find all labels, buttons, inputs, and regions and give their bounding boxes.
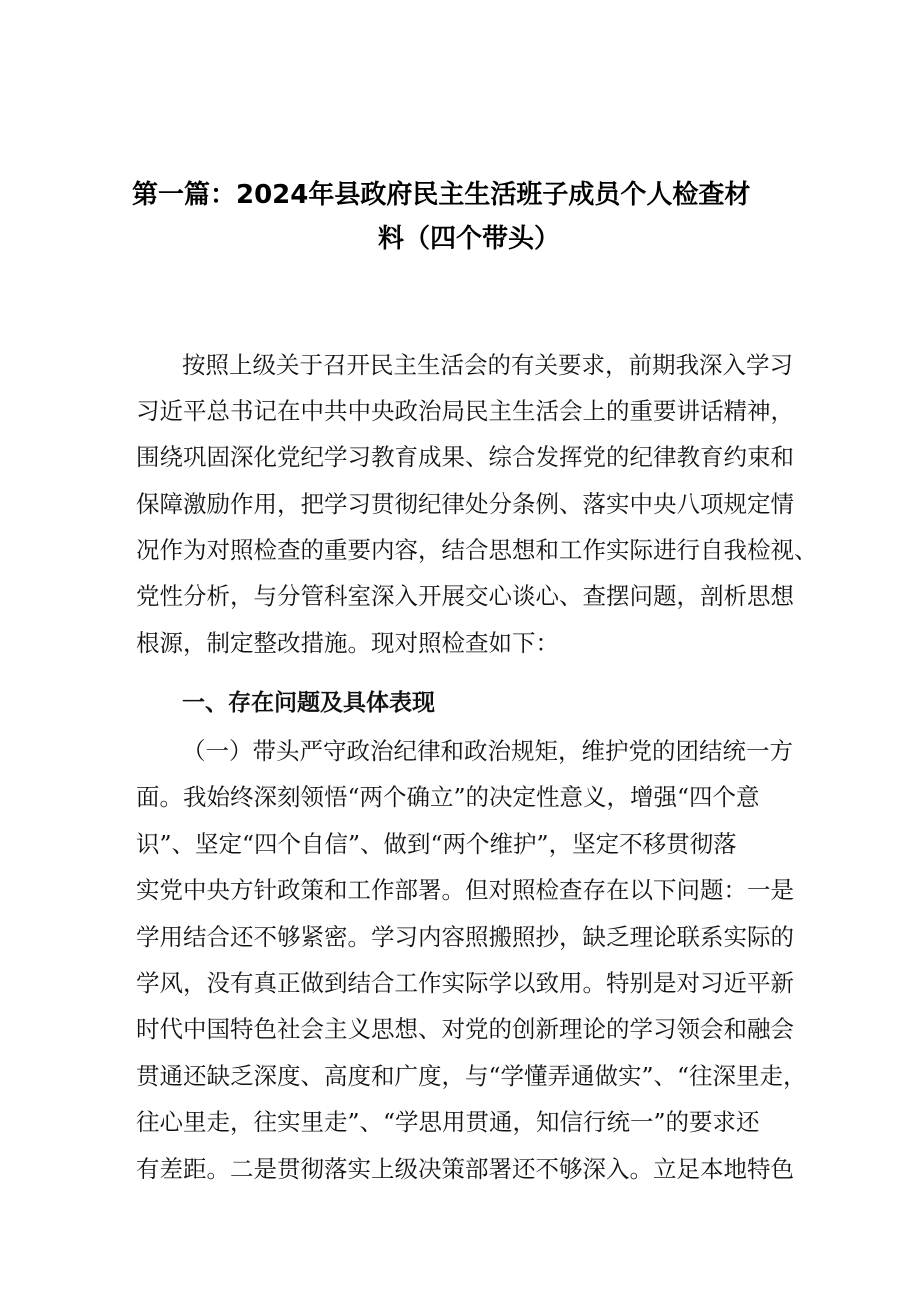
intro-paragraph-line: 按照上级关于召开民主生活会的有关要求，前期我深入学习 [182, 351, 793, 379]
intro-paragraph-line: 保障激励作用，把学习贯彻纪律处分条例、落实中央八项规定情 [136, 490, 794, 518]
document-title-line-2: 料（四个带头） [378, 224, 561, 254]
body-paragraph-line: 有差距。二是贯彻落实上级决策部署还不够深入。立足本地特色 [136, 1155, 794, 1183]
section-heading: 一、存在问题及具体表现 [182, 690, 435, 716]
body-paragraph-line: 往心里走，往实里走”、“学思用贯通，知信行统一”的要求还 [136, 1108, 760, 1136]
intro-paragraph-line: 习近平总书记在中共中央政治局民主生活会上的重要讲话精神， [136, 397, 794, 425]
intro-paragraph-line: 根源，制定整改措施。现对照检查如下： [136, 629, 559, 657]
intro-paragraph-line: 围绕巩固深化党纪学习教育成果、综合发挥党的纪律教育约束和 [136, 443, 794, 471]
body-paragraph-line: 贯通还缺乏深度、高度和广度，与“学懂弄通做实”、“往深里走， [136, 1062, 807, 1090]
body-paragraph-line: 实党中央方针政策和工作部署。但对照检查存在以下问题：一是 [136, 876, 794, 904]
body-paragraph-line: 学用结合还不够紧密。学习内容照搬照抄，缺乏理论联系实际的 [136, 923, 794, 951]
intro-paragraph-line: 况作为对照检查的重要内容，结合思想和工作实际进行自我检视、 [136, 536, 818, 564]
body-paragraph-line: 学风，没有真正做到结合工作实际学以致用。特别是对习近平新 [136, 969, 794, 997]
intro-paragraph-line: 党性分析，与分管科室深入开展交心谈心、查摆问题，剖析思想 [136, 582, 794, 610]
body-paragraph-line: 时代中国特色社会主义思想、对党的创新理论的学习领会和融会 [136, 1015, 794, 1043]
body-paragraph-line: 识”、坚定“四个自信”、做到“两个维护”，坚定不移贯彻落 [136, 830, 737, 858]
document-title-line-1: 第一篇：2024年县政府民主生活班子成员个人检查材 [132, 180, 751, 210]
body-paragraph-line: 面。我始终深刻领悟“两个确立”的决定性意义，增强“四个意 [136, 783, 760, 811]
body-paragraph-line: （一）带头严守政治纪律和政治规矩，维护党的团结统一方 [182, 737, 793, 765]
